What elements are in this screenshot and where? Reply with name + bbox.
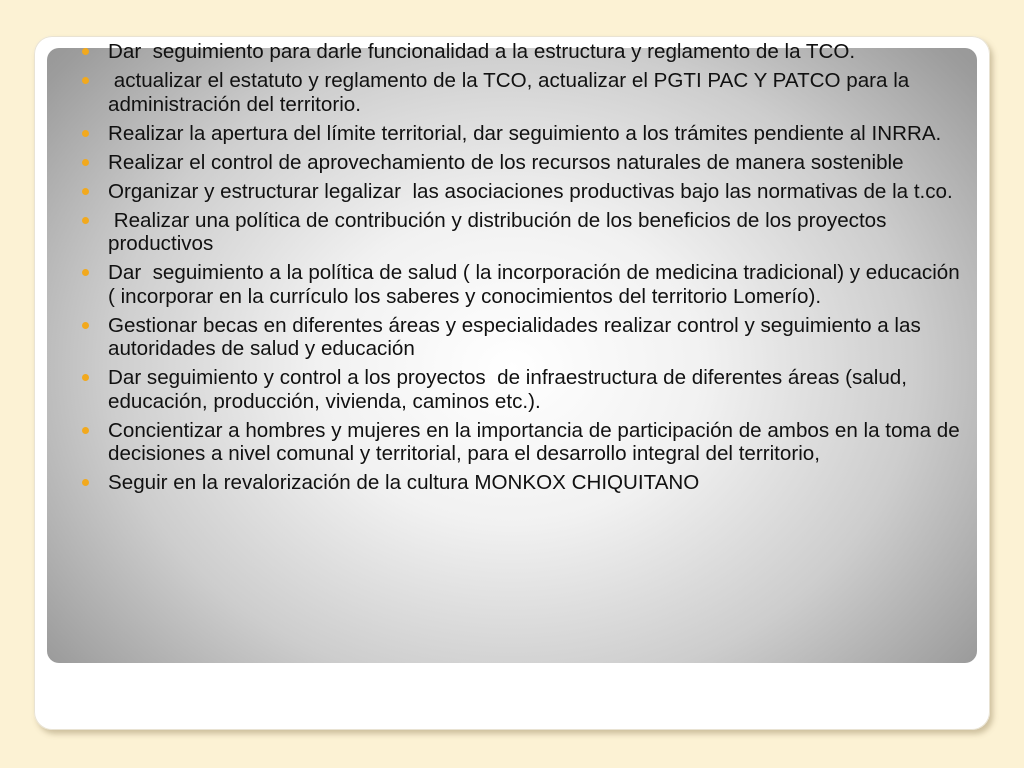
bullet-dot-icon xyxy=(82,374,89,381)
list-item xyxy=(80,69,970,116)
list-item xyxy=(80,314,970,361)
list-item xyxy=(80,122,970,146)
list-item-text: Realizar una política de contribución y distribución de los beneficios de los proyectos productivos xyxy=(108,208,893,255)
list-item xyxy=(80,419,970,466)
bullet-dot-icon xyxy=(82,427,89,434)
list-item-text: Dar seguimiento para darle funcionalidad a la estructura y reglamento de la TCO. xyxy=(108,40,856,63)
list-item xyxy=(80,366,970,413)
list-item-text: Dar seguimiento a la política de salud ( la incorporación de medicina tradicional) y educación ( incorporar en la currículo los saberes y conocimientos del territorio Lomerío). xyxy=(108,261,966,308)
list-item-text: actualizar el estatuto y reglamento de la TCO, actualizar el PGTI PAC Y PATCO para la administración del territorio. xyxy=(108,69,915,116)
list-item-text: Organizar y estructurar legalizar las asociaciones productivas bajo las normativas de la t.co. xyxy=(108,179,953,203)
bullet-dot-icon xyxy=(82,217,89,224)
bullet-list xyxy=(80,40,970,500)
list-item xyxy=(80,471,970,495)
list-item-text: Gestionar becas en diferentes áreas y especialidades realizar control y seguimiento a las autoridades de salud y educación xyxy=(108,313,927,360)
bullet-dot-icon xyxy=(82,77,89,84)
list-item xyxy=(80,261,970,308)
list-item xyxy=(80,151,970,175)
list-item-text: Realizar la apertura del límite territorial, dar seguimiento a los trámites pendiente al INRRA. xyxy=(108,121,942,145)
list-item-text: Realizar el control de aprovechamiento de los recursos naturales de manera sostenible xyxy=(108,150,904,174)
list-item-text: Concientizar a hombres y mujeres en la importancia de participación de ambos en la toma de decisiones a nivel comunal y territorial, para el desarrollo integral del territorio, xyxy=(108,418,966,465)
bullet-dot-icon xyxy=(82,188,89,195)
bullet-dot-icon xyxy=(82,159,89,166)
bullet-dot-icon xyxy=(82,48,89,55)
list-item-text: Dar seguimiento y control a los proyectos de infraestructura de diferentes áreas (salud, educación, producción, vivienda, caminos etc.). xyxy=(108,366,913,413)
list-item xyxy=(80,40,970,64)
bullet-dot-icon xyxy=(82,479,89,486)
list-item-text: Seguir en la revalorización de la cultura MONKOX CHIQUITANO xyxy=(108,471,700,494)
bullet-dot-icon xyxy=(82,322,89,329)
bullet-dot-icon xyxy=(82,130,89,137)
list-item xyxy=(80,180,970,204)
list-item xyxy=(80,209,970,256)
bullet-dot-icon xyxy=(82,269,89,276)
